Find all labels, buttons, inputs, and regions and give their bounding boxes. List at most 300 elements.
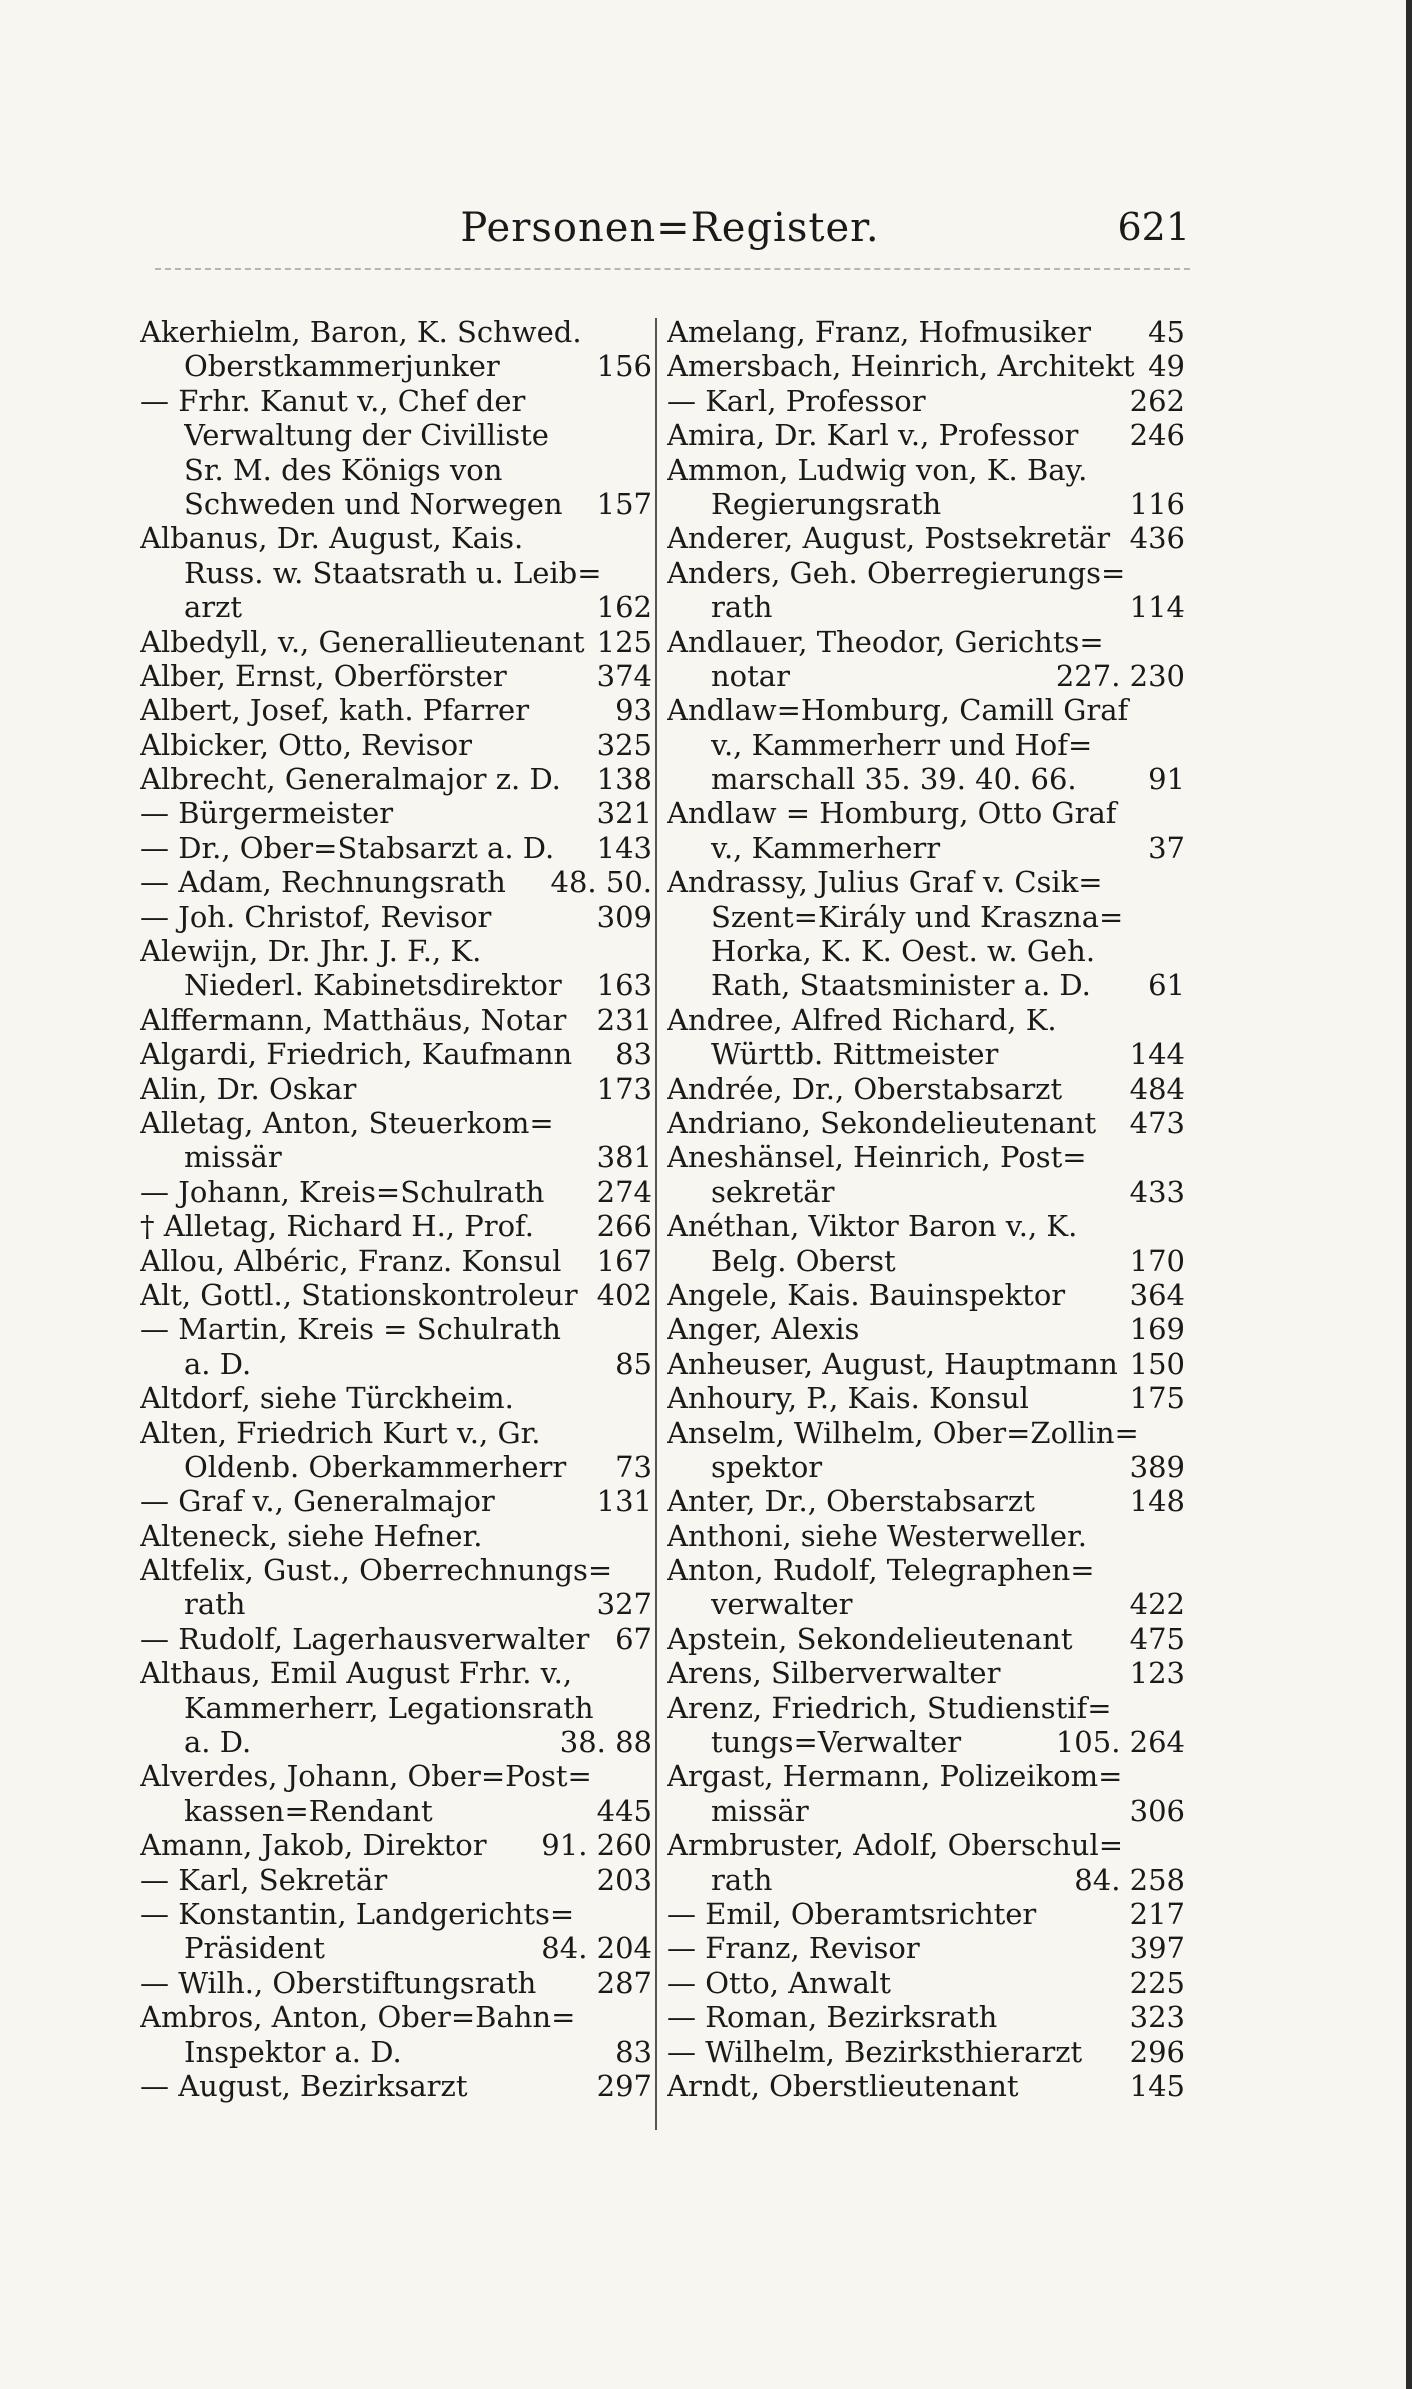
entry-pages: 162	[596, 590, 652, 625]
entry-line	[140, 1140, 652, 1174]
register-entry	[140, 1656, 652, 1759]
entry-text: Alffermann, Matthäus, Notar	[140, 1002, 567, 1037]
entry-text: — Martin, Kreis = Schulrath	[140, 1312, 561, 1347]
entry-pages: 475	[1129, 1621, 1185, 1656]
register-entry	[140, 1519, 652, 1553]
entry-text: Andrée, Dr., Oberstabsarzt	[667, 1071, 1063, 1106]
register-entry	[667, 1347, 1185, 1381]
entry-text: verwalter	[711, 1587, 853, 1622]
entry-line	[667, 2069, 1185, 2103]
entry-pages: 143	[596, 830, 652, 865]
entry-line	[667, 590, 1185, 624]
register-entry	[667, 1278, 1185, 1312]
entry-text: Szent=Király und Kraszna=	[711, 899, 1124, 934]
entry-text: Ammon, Ludwig von, K. Bay.	[667, 452, 1088, 487]
entry-text: Albanus, Dr. August, Kais.	[140, 521, 524, 556]
entry-text: Anderer, August, Postsekretär	[667, 521, 1111, 556]
entry-line	[140, 934, 652, 968]
entry-pages: 145	[1129, 2068, 1185, 2103]
entry-pages: 67	[615, 1621, 652, 1656]
entry-text: Schweden und Norwegen	[184, 486, 563, 521]
page-edge	[1406, 0, 1412, 2389]
entry-text: — Emil, Oberamtsrichter	[667, 1896, 1037, 1931]
entry-line	[140, 1072, 652, 1106]
register-entry	[140, 865, 652, 899]
entry-text: Albert, Josef, kath. Pfarrer	[140, 693, 530, 728]
entry-line	[140, 2035, 652, 2069]
entry-line	[667, 968, 1185, 1002]
register-entry	[140, 625, 652, 659]
entry-text: notar	[711, 658, 790, 693]
entry-pages: 364	[1129, 1277, 1185, 1312]
entry-pages: 169	[1129, 1312, 1185, 1347]
register-entry	[140, 1209, 652, 1243]
register-entry	[140, 2000, 652, 2069]
entry-line	[140, 865, 652, 899]
entry-pages: 84. 204	[541, 1931, 652, 1966]
entry-pages: 231	[596, 1002, 652, 1037]
entry-line	[667, 418, 1185, 452]
entry-line	[667, 1175, 1185, 1209]
entry-text: arzt	[184, 590, 243, 625]
entry-pages: 105. 264	[1055, 1725, 1185, 1760]
entry-text: a. D.	[184, 1725, 252, 1760]
entry-line	[667, 1244, 1185, 1278]
register-entry	[667, 384, 1185, 418]
entry-line	[667, 384, 1185, 418]
entry-pages: 381	[596, 1140, 652, 1175]
entry-text: v., Kammerherr und Hof=	[711, 727, 1093, 762]
entry-line	[140, 590, 652, 624]
entry-line	[140, 1037, 652, 1071]
entry-pages: 83	[615, 1037, 652, 1072]
entry-text: Amira, Dr. Karl v., Professor	[667, 418, 1079, 453]
entry-text: Andlauer, Theodor, Gerichts=	[667, 624, 1104, 659]
entry-text: — Karl, Sekretär	[140, 1862, 388, 1897]
entry-text: Apstein, Sekondelieutenant	[667, 1621, 1073, 1656]
entry-line	[140, 1897, 652, 1931]
register-entry	[140, 1381, 652, 1415]
entry-pages: 148	[1129, 1484, 1185, 1519]
entry-text: Alin, Dr. Oskar	[140, 1071, 357, 1106]
entry-text: — Adam, Rechnungsrath	[140, 865, 506, 900]
entry-text: spektor	[711, 1449, 823, 1484]
register-entry	[667, 1759, 1185, 1828]
entry-text: Alletag, Anton, Steuerkom=	[140, 1105, 554, 1140]
entry-line	[140, 1828, 652, 1862]
column-divider	[655, 318, 657, 2130]
entry-text: — Johann, Kreis=Schulrath	[140, 1174, 545, 1209]
register-entry	[667, 315, 1185, 349]
register-entry	[140, 1484, 652, 1518]
entry-pages: 73	[615, 1449, 652, 1484]
entry-line	[667, 1587, 1185, 1621]
entry-line	[140, 1278, 652, 1312]
page-title: Personen=Register.	[460, 205, 880, 251]
entry-line	[140, 2069, 652, 2103]
register-entry	[140, 315, 652, 384]
entry-text: — Karl, Professor	[667, 383, 926, 418]
entry-line	[667, 1897, 1185, 1931]
entry-line	[140, 384, 652, 418]
entry-pages: 203	[596, 1862, 652, 1897]
entry-line	[140, 1519, 652, 1553]
entry-line	[140, 1725, 652, 1759]
entry-text: Anders, Geh. Oberregierungs=	[667, 555, 1126, 590]
entry-text: Arndt, Oberstlieutenant	[667, 2068, 1019, 2103]
entry-pages: 227. 230	[1055, 658, 1185, 693]
entry-text: Alewijn, Dr. Jhr. J. F., K.	[140, 934, 482, 969]
entry-line	[667, 1278, 1185, 1312]
entry-pages: 274	[596, 1174, 652, 1209]
entry-text: — August, Bezirksarzt	[140, 2068, 468, 2103]
register-entry	[140, 1759, 652, 1828]
entry-pages: 83	[615, 2034, 652, 2069]
register-entry	[667, 1140, 1185, 1209]
entry-pages: 473	[1129, 1105, 1185, 1140]
entry-line	[140, 349, 652, 383]
entry-text: Alt, Gottl., Stationskontroleur	[140, 1277, 578, 1312]
entry-text: — Franz, Revisor	[667, 1931, 920, 1966]
register-entry	[140, 728, 652, 762]
entry-pages: 266	[596, 1209, 652, 1244]
entry-text: Anhoury, P., Kais. Konsul	[667, 1381, 1029, 1416]
register-entry	[667, 1897, 1185, 1931]
register-entry	[667, 418, 1185, 452]
entry-line	[667, 1553, 1185, 1587]
entry-text: Amelang, Franz, Hofmusiker	[667, 315, 1091, 349]
entry-line	[667, 487, 1185, 521]
entry-pages: 323	[1129, 2000, 1185, 2035]
entry-pages: 49	[1148, 349, 1185, 384]
entry-line	[667, 1003, 1185, 1037]
register-entry	[667, 1416, 1185, 1485]
register-entry	[140, 1828, 652, 1862]
entry-text: Horka, K. K. Oest. w. Geh.	[711, 934, 1096, 969]
entry-line	[140, 418, 652, 452]
entry-text: Alteneck, siehe Hefner.	[140, 1518, 483, 1553]
entry-text: — Konstantin, Landgerichts=	[140, 1896, 575, 1931]
entry-pages: 433	[1129, 1174, 1185, 1209]
entry-pages: 246	[1129, 418, 1185, 453]
register-entry	[667, 1931, 1185, 1965]
entry-pages: 374	[596, 658, 652, 693]
entry-line	[667, 1484, 1185, 1518]
entry-line	[667, 1140, 1185, 1174]
entry-line	[667, 453, 1185, 487]
register-entry	[140, 1072, 652, 1106]
entry-line	[140, 1587, 652, 1621]
entry-line	[140, 453, 652, 487]
entry-line	[140, 796, 652, 830]
register-entry	[667, 1209, 1185, 1278]
entry-pages: 38. 88	[559, 1725, 652, 1760]
entry-line	[667, 1691, 1185, 1725]
entry-text: missär	[711, 1793, 809, 1828]
entry-text: Anton, Rudolf, Telegraphen=	[667, 1553, 1095, 1588]
entry-text: a. D.	[184, 1346, 252, 1381]
entry-line	[667, 2035, 1185, 2069]
entry-line	[667, 693, 1185, 727]
right-column	[667, 315, 1185, 2160]
entry-line	[667, 900, 1185, 934]
entry-line	[667, 1759, 1185, 1793]
register-entry	[667, 1828, 1185, 1897]
register-entry	[140, 1863, 652, 1897]
register-entry	[667, 1519, 1185, 1553]
entry-line	[667, 659, 1185, 693]
entry-text: Rath, Staatsminister a. D.	[711, 968, 1091, 1003]
entry-text: Albedyll, v., Generallieutenant	[140, 624, 585, 659]
entry-pages: 45	[1148, 315, 1185, 349]
entry-text: Albicker, Otto, Revisor	[140, 727, 472, 762]
entry-pages: 84. 258	[1074, 1862, 1185, 1897]
entry-line	[140, 1691, 652, 1725]
register-entry	[140, 659, 652, 693]
entry-text: Württb. Rittmeister	[711, 1037, 999, 1072]
entry-line	[140, 1931, 652, 1965]
entry-pages: 131	[596, 1484, 652, 1519]
entry-pages: 125	[596, 624, 652, 659]
entry-text: — Roman, Bezirksrath	[667, 2000, 998, 2035]
entry-text: — Joh. Christof, Revisor	[140, 899, 492, 934]
register-entry	[667, 1656, 1185, 1690]
entry-text: Arens, Silberverwalter	[667, 1656, 1001, 1691]
entry-line	[667, 1381, 1185, 1415]
entry-line	[667, 1209, 1185, 1243]
entry-text: — Bürgermeister	[140, 796, 394, 831]
register-entry	[667, 865, 1185, 1003]
entry-line	[667, 762, 1185, 796]
entry-text: Andree, Alfred Richard, K.	[667, 1002, 1057, 1037]
register-entry	[140, 384, 652, 522]
entry-text: tungs=Verwalter	[711, 1725, 962, 1760]
entry-text: — Rudolf, Lagerhausverwalter	[140, 1621, 590, 1656]
entry-text: Oldenb. Oberkammerherr	[184, 1449, 567, 1484]
entry-line	[140, 1209, 652, 1243]
entry-text: Angele, Kais. Bauinspektor	[667, 1277, 1066, 1312]
register-entry	[667, 625, 1185, 694]
entry-line	[140, 1003, 652, 1037]
page-number: 621	[1117, 205, 1190, 249]
entry-line	[667, 1037, 1185, 1071]
entry-line	[667, 1519, 1185, 1553]
entry-line	[140, 1794, 652, 1828]
entry-line	[140, 831, 652, 865]
entry-pages: 48. 50.	[550, 865, 652, 900]
entry-pages: 445	[596, 1793, 652, 1828]
register-entry	[140, 1037, 652, 1071]
entry-pages: 321	[596, 796, 652, 831]
entry-text: Anger, Alexis	[667, 1312, 860, 1347]
left-column	[140, 315, 652, 2160]
entry-line	[140, 1244, 652, 1278]
entry-text: missär	[184, 1140, 282, 1175]
entry-pages: 309	[596, 899, 652, 934]
entry-text: v., Kammerherr	[711, 830, 941, 865]
entry-text: Aneshänsel, Heinrich, Post=	[667, 1140, 1087, 1175]
entry-text: Niederl. Kabinetsdirektor	[184, 968, 562, 1003]
entry-pages: 123	[1129, 1656, 1185, 1691]
entry-text: Alten, Friedrich Kurt v., Gr.	[140, 1415, 541, 1450]
register-entry	[140, 1244, 652, 1278]
entry-line	[140, 900, 652, 934]
entry-line	[140, 1863, 652, 1897]
register-entry	[667, 2035, 1185, 2069]
entry-text: Anter, Dr., Oberstabsarzt	[667, 1484, 1035, 1519]
entry-text: rath	[184, 1587, 246, 1622]
entry-line	[667, 521, 1185, 555]
register-entry	[667, 1106, 1185, 1140]
entry-line	[140, 1175, 652, 1209]
entry-text: Alverdes, Johann, Ober=Post=	[140, 1759, 592, 1794]
entry-pages: 85	[615, 1346, 652, 1381]
register-entry	[667, 1072, 1185, 1106]
entry-line	[667, 349, 1185, 383]
entry-line	[140, 1484, 652, 1518]
entry-text: Russ. w. Staatsrath u. Leib=	[184, 555, 602, 590]
entry-pages: 150	[1129, 1346, 1185, 1381]
register-entry	[667, 556, 1185, 625]
entry-pages: 262	[1129, 383, 1185, 418]
entry-text: Ambros, Anton, Ober=Bahn=	[140, 2000, 576, 2035]
entry-line	[667, 1622, 1185, 1656]
entry-pages: 93	[615, 693, 652, 728]
entry-text: — Dr., Ober=Stabsarzt a. D.	[140, 830, 555, 865]
entry-line	[667, 315, 1185, 349]
entry-line	[140, 1622, 652, 1656]
register-entry	[667, 1003, 1185, 1072]
entry-pages: 402	[596, 1277, 652, 1312]
entry-pages: 163	[596, 968, 652, 1003]
register-entry	[140, 521, 652, 624]
entry-text: Belg. Oberst	[711, 1243, 896, 1278]
entry-text: — Otto, Anwalt	[667, 1965, 891, 2000]
entry-pages: 306	[1129, 1793, 1185, 1828]
entry-line	[667, 1966, 1185, 2000]
entry-text: — Frhr. Kanut v., Chef der	[140, 383, 526, 418]
entry-line	[140, 1312, 652, 1346]
register-entry	[140, 831, 652, 865]
entry-line	[140, 762, 652, 796]
entry-line	[140, 728, 652, 762]
register-entry	[140, 1966, 652, 2000]
register-entry	[667, 521, 1185, 555]
entry-text: Andrassy, Julius Graf v. Csik=	[667, 865, 1103, 900]
entry-pages: 217	[1129, 1896, 1185, 1931]
entry-text: Algardi, Friedrich, Kaufmann	[140, 1037, 573, 1072]
entry-pages: 91	[1148, 762, 1185, 797]
entry-line	[140, 1656, 652, 1690]
entry-line	[667, 1828, 1185, 1862]
entry-line	[140, 1347, 652, 1381]
entry-text: Argast, Hermann, Polizeikom=	[667, 1759, 1123, 1794]
entry-line	[140, 1966, 652, 2000]
register-entry	[667, 1312, 1185, 1346]
entry-line	[140, 556, 652, 590]
entry-text: Präsident	[184, 1931, 325, 1966]
entry-line	[140, 487, 652, 521]
entry-line	[140, 659, 652, 693]
entry-text: Albrecht, Generalmajor z. D.	[140, 762, 561, 797]
entry-pages: 138	[596, 762, 652, 797]
register-entry	[140, 1278, 652, 1312]
entry-line	[667, 934, 1185, 968]
entry-pages: 397	[1129, 1931, 1185, 1966]
entry-text: Oberstkammerjunker	[184, 349, 500, 384]
entry-text: Amann, Jakob, Direktor	[140, 1828, 487, 1863]
entry-pages: 167	[596, 1243, 652, 1278]
register-entry	[667, 1622, 1185, 1656]
register-entry	[667, 693, 1185, 796]
register-entry	[667, 1484, 1185, 1518]
entry-line	[140, 1759, 652, 1793]
entry-text: sekretär	[711, 1174, 835, 1209]
page-header	[150, 205, 1190, 255]
entry-text: Altdorf, siehe Türckheim.	[140, 1381, 514, 1416]
entry-pages: 170	[1129, 1243, 1185, 1278]
entry-line	[140, 1553, 652, 1587]
entry-text: — Graf v., Generalmajor	[140, 1484, 495, 1519]
entry-text: Althaus, Emil August Frhr. v.,	[140, 1656, 573, 1691]
entry-text: Verwaltung der Civilliste	[184, 418, 549, 453]
entry-text: — Wilh., Oberstiftungsrath	[140, 1965, 537, 2000]
entry-pages: 327	[596, 1587, 652, 1622]
entry-line	[667, 1312, 1185, 1346]
entry-line	[667, 2000, 1185, 2034]
register-entry	[140, 693, 652, 727]
register-entry	[140, 1312, 652, 1381]
entry-line	[140, 1416, 652, 1450]
entry-pages: 37	[1148, 830, 1185, 865]
entry-line	[667, 865, 1185, 899]
entry-text: Anéthan, Viktor Baron v., K.	[667, 1209, 1078, 1244]
entry-text: Anselm, Wilhelm, Ober=Zollin=	[667, 1415, 1139, 1450]
header-rule	[155, 268, 1190, 270]
entry-line	[667, 831, 1185, 865]
entry-pages: 287	[596, 1965, 652, 2000]
entry-line	[667, 1656, 1185, 1690]
entry-text: Allou, Albéric, Franz. Konsul	[140, 1243, 562, 1278]
entry-text: Amersbach, Heinrich, Architekt	[667, 349, 1135, 384]
entry-line	[667, 728, 1185, 762]
entry-pages: 389	[1129, 1449, 1185, 1484]
entry-line	[667, 1863, 1185, 1897]
entry-text: Arenz, Friedrich, Studienstif=	[667, 1690, 1112, 1725]
entry-line	[667, 1450, 1185, 1484]
entry-line	[140, 1450, 652, 1484]
register-entry	[140, 934, 652, 1003]
register-entry	[140, 1175, 652, 1209]
register-entry	[140, 1553, 652, 1622]
register-entry	[140, 900, 652, 934]
entry-pages: 436	[1129, 521, 1185, 556]
register-entry	[667, 1691, 1185, 1760]
entry-line	[667, 1794, 1185, 1828]
entry-line	[667, 1931, 1185, 1965]
entry-pages: 422	[1129, 1587, 1185, 1622]
entry-pages: 61	[1148, 968, 1185, 1003]
register-entry	[667, 2069, 1185, 2103]
entry-text: rath	[711, 1862, 773, 1897]
entry-text: Regierungsrath	[711, 486, 942, 521]
entry-line	[667, 1725, 1185, 1759]
entry-pages: 484	[1129, 1071, 1185, 1106]
entry-text: Sr. M. des Königs von	[184, 452, 503, 487]
entry-line	[140, 2000, 652, 2034]
entry-text: Altfelix, Gust., Oberrechnungs=	[140, 1553, 613, 1588]
entry-line	[140, 1381, 652, 1415]
